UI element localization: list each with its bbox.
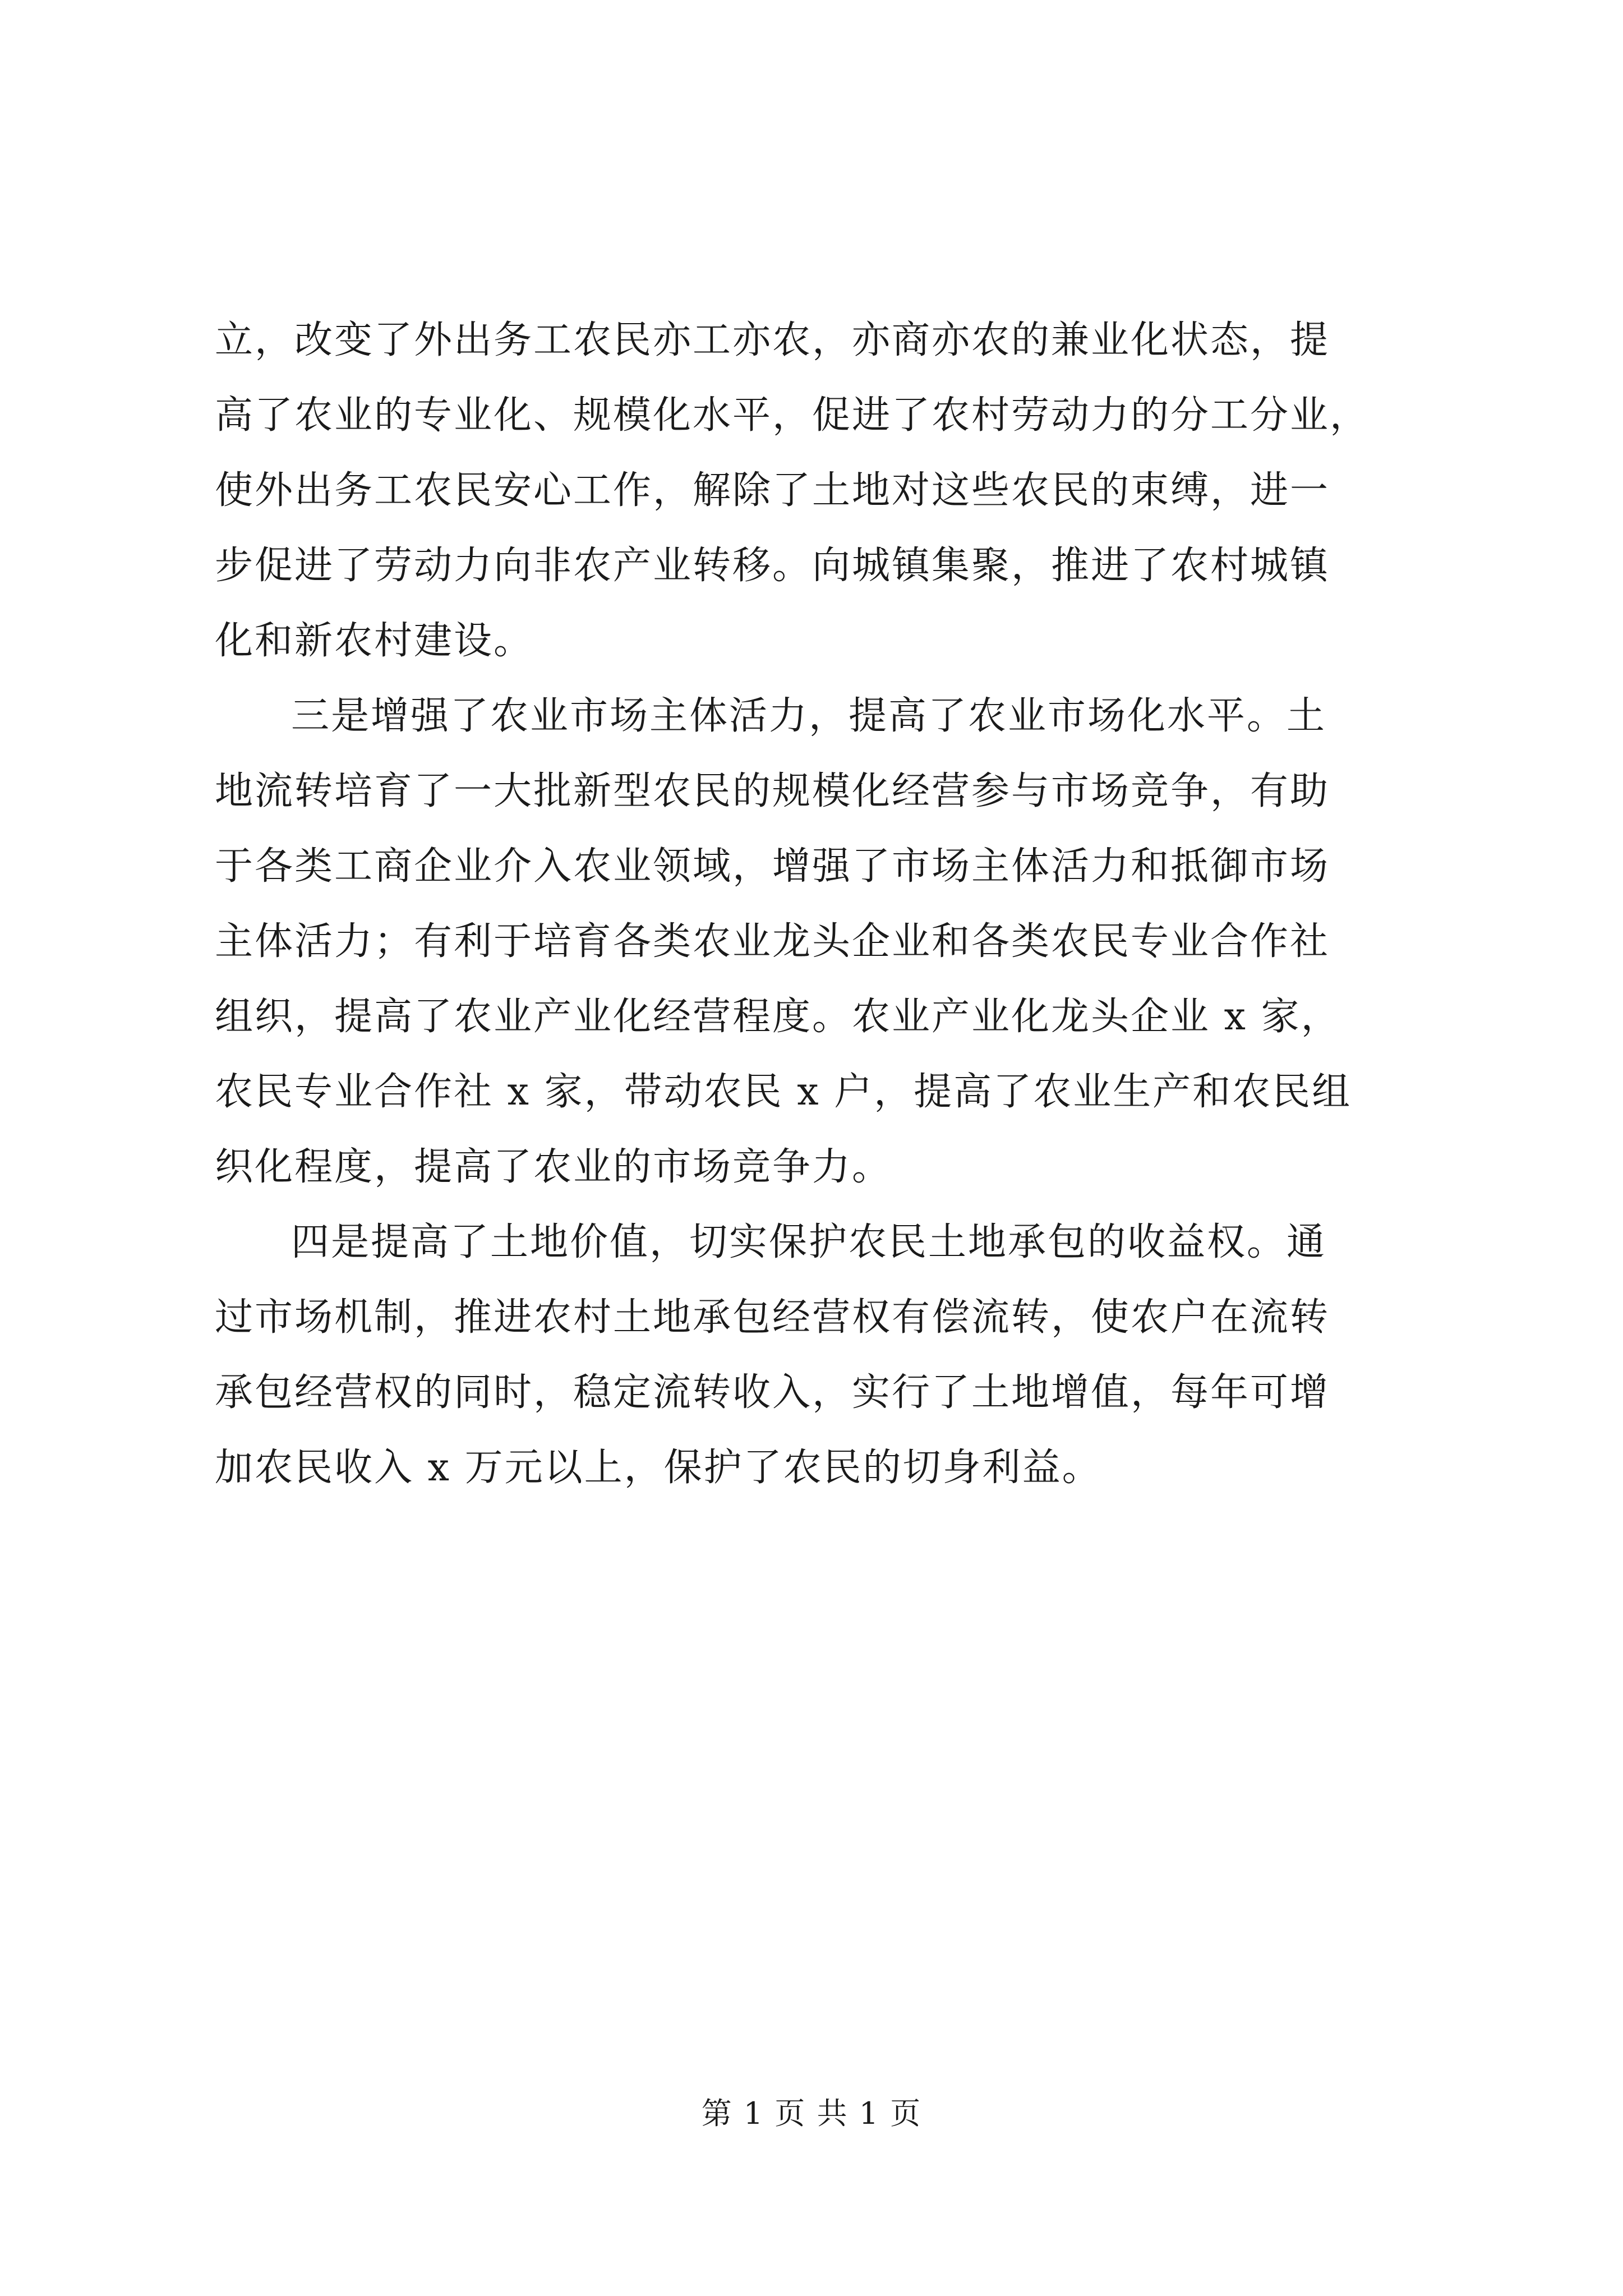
text-line: 加农民收入 x 万元以上，保护了农民的切身利益。 xyxy=(215,1446,1102,1490)
text-line: 三是增强了农业市场主体活力，提高了农业市场化水平。土 xyxy=(291,694,1327,738)
text-line: 步促进了劳动力向非农产业转移。向城镇集聚，推进了农村城镇 xyxy=(215,544,1330,588)
text-line: 织化程度，提高了农业的市场竞争力。 xyxy=(215,1145,892,1189)
text-line: 立，改变了外出务工农民亦工亦农，亦商亦农的兼业化状态，提 xyxy=(215,318,1330,362)
text-line: 地流转培育了一大批新型农民的规模化经营参与市场竞争，有助 xyxy=(215,769,1330,813)
paragraph-1 xyxy=(215,303,1418,679)
text-line: 主体活力；有利于培育各类农业龙头企业和各类农民专业合作社 xyxy=(215,919,1330,964)
text-line: 组织，提高了农业产业化经营程度。农业产业化龙头企业 x 家， xyxy=(215,995,1341,1039)
text-line: 农民专业合作社 x 家，带动农民 x 户，提高了农业生产和农民组 xyxy=(215,1070,1352,1114)
text-line: 四是提高了土地价值，切实保护农民土地承包的收益权。通 xyxy=(291,1220,1327,1264)
text-line: 过市场机制，推进农村土地承包经营权有偿流转，使农户在流转 xyxy=(215,1295,1330,1340)
text-line: 承包经营权的同时，稳定流转收入，实行了土地增值，每年可增 xyxy=(215,1370,1330,1415)
text-line: 于各类工商企业介入农业领域，增强了市场主体活力和抵御市场 xyxy=(215,844,1330,889)
text-line: 使外出务工农民安心工作，解除了土地对这些农民的束缚，进一 xyxy=(215,468,1330,513)
text-line: 化和新农村建设。 xyxy=(215,619,534,663)
paragraph-2 xyxy=(215,679,1418,1205)
text-line: 高了农业的专业化、规模化水平，促进了农村劳动力的分工分业， xyxy=(215,393,1370,438)
paragraph-3 xyxy=(215,1205,1418,1506)
page-number-label: 第 1 页 共 1 页 xyxy=(701,2096,922,2131)
document-body xyxy=(215,303,1418,1506)
page-footer xyxy=(0,2090,1623,2133)
